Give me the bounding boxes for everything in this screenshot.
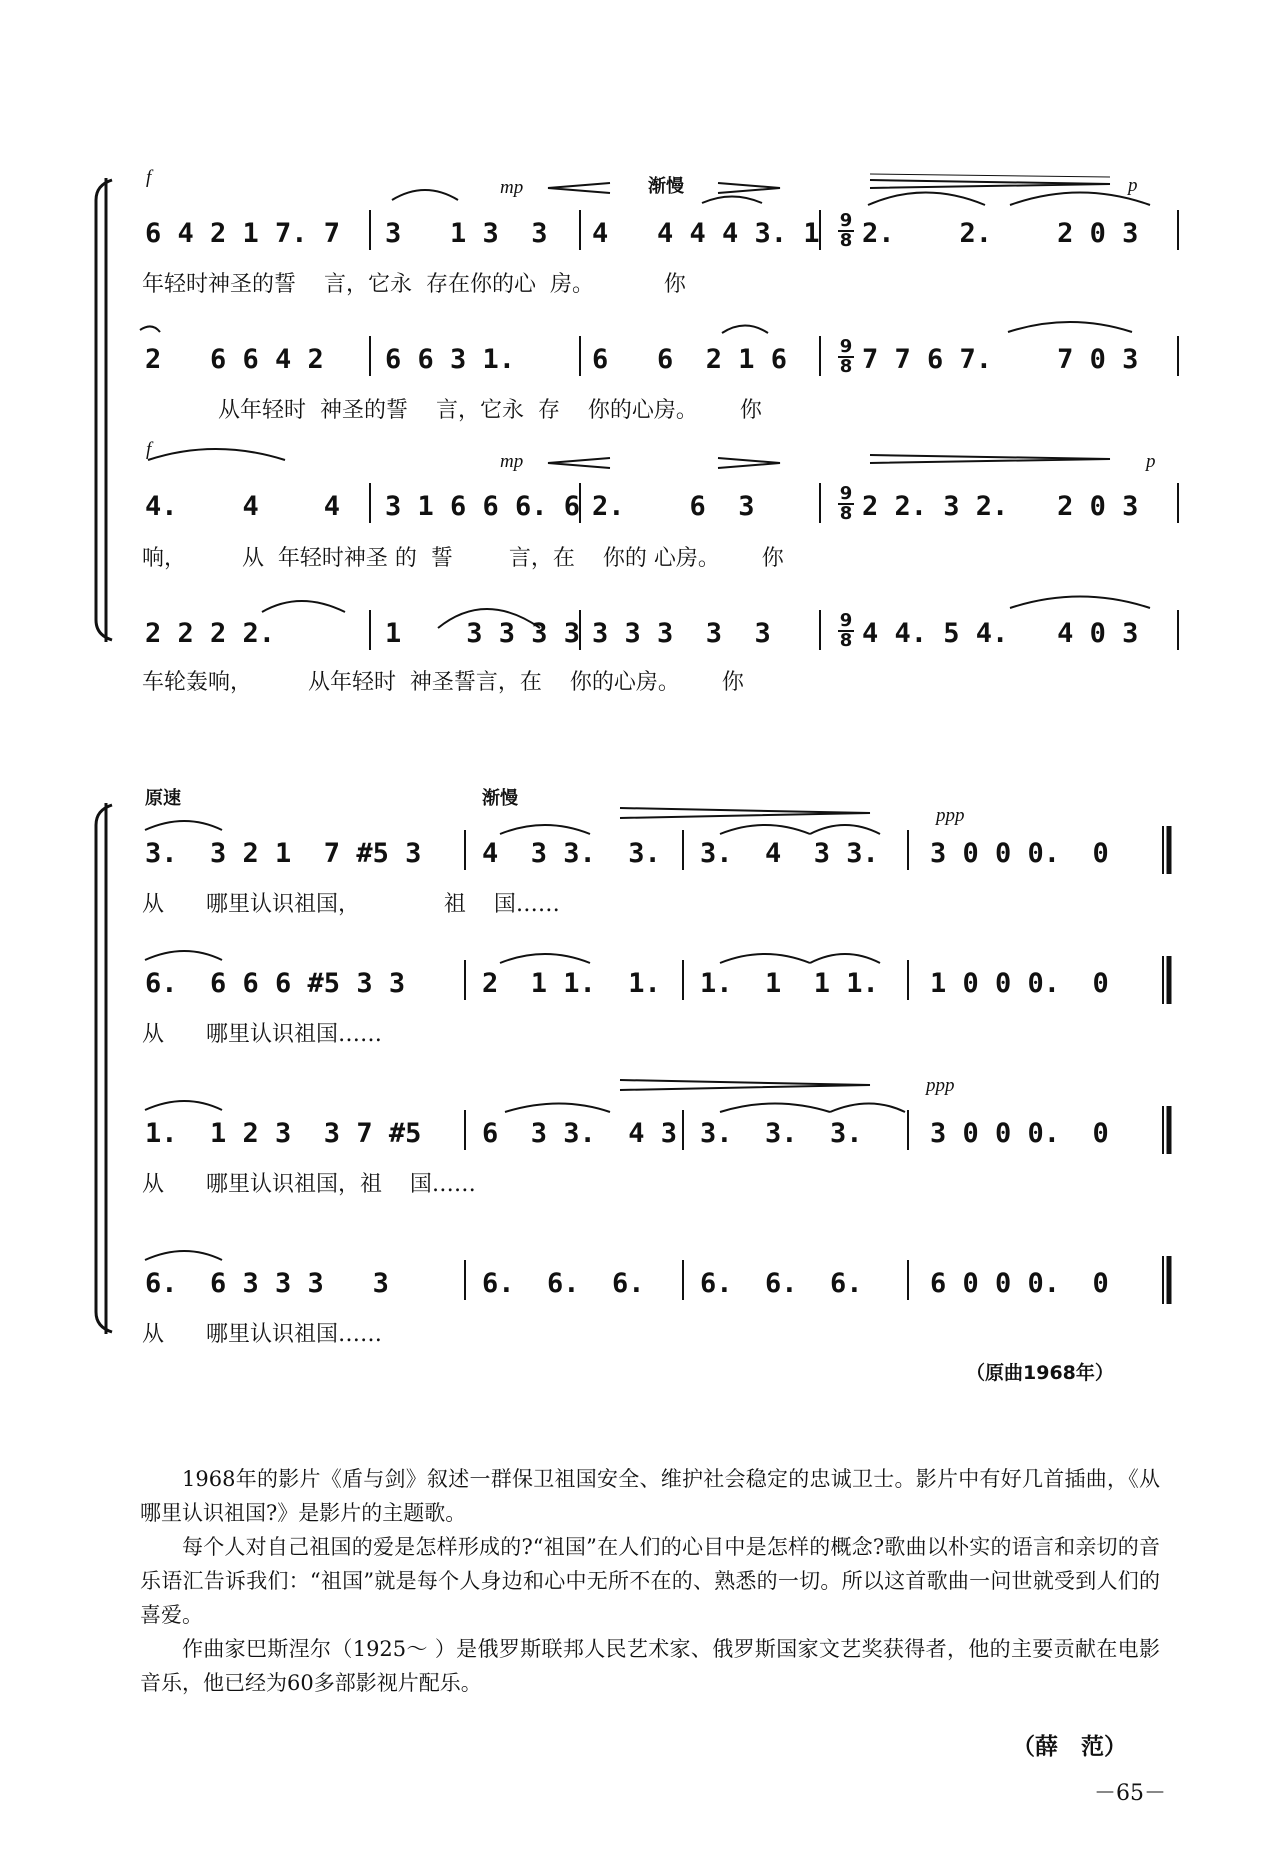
measure: 6. 6. 6. (700, 1268, 863, 1299)
dynamic-p: p (1128, 175, 1138, 196)
ts-num: 9 (839, 610, 853, 631)
measure: 2. 2. 2 0 3 (862, 218, 1139, 249)
lyric-line: 从 哪里认识祖国…… (142, 1322, 382, 1347)
measure: 6 3 3. 4 3 (482, 1118, 678, 1149)
measure: 3 1 3 3 (385, 218, 548, 249)
dynamic-f: f (146, 167, 152, 188)
paragraph: 作曲家巴斯涅尔（1925～ ）是俄罗斯联邦人民艺术家、俄罗斯国家文艺奖获得者，他的主要贡献在电影音乐，他已经为60多部影视片配乐。 (140, 1637, 1160, 1695)
tempo-slowing: 渐慢 (482, 788, 518, 809)
dynamic-ppp: ppp (936, 805, 965, 826)
ts-den: 8 (839, 356, 853, 377)
measure: 2 6 6 4 2 (145, 344, 324, 375)
measure: 6. 6 6 6 #5 3 3 (145, 968, 406, 999)
page-number: －65－ (1094, 1781, 1166, 1806)
time-signature (838, 212, 854, 250)
measure: 6. 6. 6. (482, 1268, 645, 1299)
measure: 4 4. 5 4. 4 0 3 (862, 618, 1139, 649)
measure: 2 2 2 2. (145, 618, 276, 649)
ts-num: 9 (839, 483, 853, 504)
measure: 3. 3. 3. (700, 1118, 863, 1149)
lyric-line: 响， 从 年轻时神圣 的 誓 言，在 你的 心房。 你 (142, 546, 784, 571)
measure: 6. 6 3 3 3 3 (145, 1268, 389, 1299)
measure: 6 4 2 1 7. 7 (145, 218, 341, 249)
article-text (140, 1462, 1160, 1700)
ts-num: 9 (839, 336, 853, 357)
author: （薛 范） (1012, 1733, 1127, 1760)
measure: 3 1 6 6 6. 6 (385, 491, 581, 522)
measure: 4 3 3. 3. (482, 838, 661, 869)
measure: 6 6 3 1. (385, 344, 516, 375)
measure: 6 0 0 0. 0 (930, 1268, 1109, 1299)
measure: 1. 1 1 1. (700, 968, 879, 999)
time-signature (838, 485, 854, 523)
ts-den: 8 (839, 503, 853, 524)
measure: 7 7 6 7. 7 0 3 (862, 344, 1139, 375)
measure: 1. 1 2 3 3 7 #5 (145, 1118, 422, 1149)
measure: 3 0 0 0. 0 (930, 838, 1109, 869)
lyric-line: 车轮轰响， 从年轻时 神圣誓言，在 你的心房。 你 (142, 670, 744, 695)
ts-den: 8 (839, 630, 853, 651)
measure: 3 3 3 3 3 (592, 618, 771, 649)
measure: 1 3 3 3 3 (385, 618, 581, 649)
measure: 2 2. 3 2. 2 0 3 (862, 491, 1139, 522)
measure: 1 0 0 0. 0 (930, 968, 1109, 999)
paragraph: 1968年的影片《盾与剑》叙述一群保卫祖国安全、维护社会稳定的忠诚卫士。影片中有好几首插曲，《从哪里认识祖国?》是影片的主题歌。 (140, 1467, 1160, 1525)
measure: 6 6 2 1 6 (592, 344, 788, 375)
tempo-original: 原速 (145, 788, 181, 809)
lyric-line: 从 哪里认识祖国， 祖 国…… (142, 892, 560, 917)
measure: 3. 3 2 1 7 #5 3 (145, 838, 422, 869)
paragraph: 每个人对自己祖国的爱是怎样形成的?“祖国”在人们的心目中是怎样的概念?歌曲以朴实的语言和亲切的音乐语汇告诉我们：“祖国”就是每个人身边和心中无所不在的、熟悉的一切。所以这首歌曲一问世就受到人们的喜爱。 (140, 1535, 1160, 1627)
dynamic-f: f (146, 439, 152, 460)
source-note: （原曲1968年） (966, 1362, 1114, 1384)
measure: 3 0 0 0. 0 (930, 1118, 1109, 1149)
measure: 3. 4 3 3. (700, 838, 879, 869)
lyric-line: 从 哪里认识祖国，祖 国…… (142, 1172, 476, 1197)
time-signature (838, 338, 854, 376)
measure: 4 4 4 4 3. 1 (592, 218, 820, 249)
measure: 4. 4 4 (145, 491, 341, 522)
time-signature (838, 612, 854, 650)
measure: 2. 6 3 (592, 491, 755, 522)
lyric-line: 从年轻时 神圣的誓 言，它永 存 你的心房。 你 (218, 398, 762, 423)
dynamic-mp: mp (500, 451, 524, 472)
lyric-line: 从 哪里认识祖国…… (142, 1022, 382, 1047)
dynamic-p: p (1146, 451, 1156, 472)
dynamic-ppp: ppp (926, 1075, 955, 1096)
measure: 2 1 1. 1. (482, 968, 661, 999)
dynamic-mp: mp (500, 177, 524, 198)
ts-num: 9 (839, 210, 853, 231)
tempo-slowing: 渐慢 (648, 176, 684, 197)
lyric-line: 年轻时神圣的誓 言，它永 存在你的心 房。 你 (142, 272, 686, 297)
ts-den: 8 (839, 230, 853, 251)
